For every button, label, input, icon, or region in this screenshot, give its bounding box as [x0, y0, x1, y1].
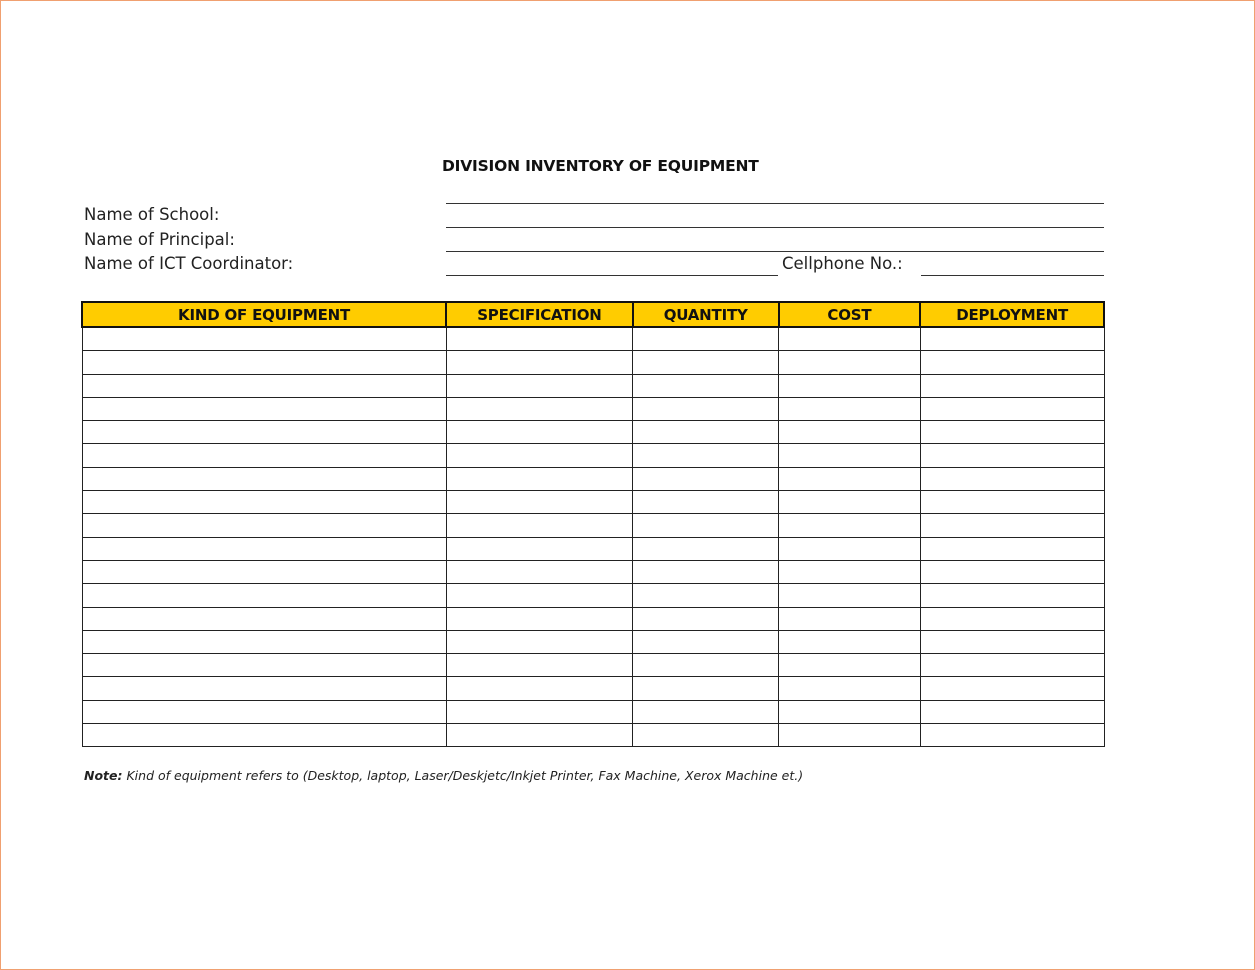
cell-cost[interactable]	[779, 444, 921, 467]
header-top-line	[446, 203, 1104, 204]
table-row	[82, 374, 1104, 397]
cell-deployment[interactable]	[920, 467, 1104, 490]
cell-quantity[interactable]	[633, 584, 779, 607]
cell-specification[interactable]	[446, 467, 633, 490]
cell-kind[interactable]	[82, 351, 446, 374]
cell-cost[interactable]	[779, 607, 921, 630]
cell-deployment[interactable]	[920, 630, 1104, 653]
table-row	[82, 700, 1104, 723]
cell-quantity[interactable]	[633, 700, 779, 723]
cell-deployment[interactable]	[920, 351, 1104, 374]
cell-cost[interactable]	[779, 677, 921, 700]
cell-kind[interactable]	[82, 327, 446, 351]
cell-deployment[interactable]	[920, 560, 1104, 583]
cell-kind[interactable]	[82, 677, 446, 700]
header-deployment: DEPLOYMENT	[920, 302, 1104, 327]
table-row	[82, 560, 1104, 583]
cell-quantity[interactable]	[633, 630, 779, 653]
school-field[interactable]	[446, 227, 1104, 228]
cell-cost[interactable]	[779, 630, 921, 653]
table-row	[82, 444, 1104, 467]
cell-deployment[interactable]	[920, 374, 1104, 397]
cell-kind[interactable]	[82, 584, 446, 607]
cell-deployment[interactable]	[920, 491, 1104, 514]
cell-cost[interactable]	[779, 654, 921, 677]
table-row	[82, 421, 1104, 444]
cell-quantity[interactable]	[633, 607, 779, 630]
cell-specification[interactable]	[446, 654, 633, 677]
cell-specification[interactable]	[446, 327, 633, 351]
header-kind-of-equipment: KIND OF EQUIPMENT	[82, 302, 446, 327]
note-text: Kind of equipment refers to (Desktop, laptop, Laser/Deskjetc/Inkjet Printer, Fax Machine, Xerox Machine et.)	[122, 768, 804, 783]
cell-specification[interactable]	[446, 677, 633, 700]
cell-quantity[interactable]	[633, 560, 779, 583]
cell-deployment[interactable]	[920, 444, 1104, 467]
cell-cost[interactable]	[779, 584, 921, 607]
table-row	[82, 537, 1104, 560]
cell-specification[interactable]	[446, 700, 633, 723]
cell-specification[interactable]	[446, 584, 633, 607]
cell-quantity[interactable]	[633, 724, 779, 747]
cell-specification[interactable]	[446, 491, 633, 514]
page-title: DIVISION INVENTORY OF EQUIPMENT	[442, 157, 759, 175]
table-row	[82, 607, 1104, 630]
table-row	[82, 654, 1104, 677]
cell-specification[interactable]	[446, 421, 633, 444]
cell-deployment[interactable]	[920, 397, 1104, 420]
ict-coordinator-field[interactable]	[446, 275, 778, 276]
school-label: Name of School:	[84, 205, 220, 224]
cell-specification[interactable]	[446, 374, 633, 397]
header-specification: SPECIFICATION	[446, 302, 633, 327]
cell-quantity[interactable]	[633, 467, 779, 490]
ict-coordinator-label: Name of ICT Coordinator:	[84, 254, 294, 273]
cell-deployment[interactable]	[920, 514, 1104, 537]
cell-cost[interactable]	[779, 700, 921, 723]
cell-deployment[interactable]	[920, 700, 1104, 723]
cell-kind[interactable]	[82, 397, 446, 420]
inventory-table	[81, 301, 1105, 747]
cell-cost[interactable]	[779, 421, 921, 444]
cell-cost[interactable]	[779, 467, 921, 490]
table-row	[82, 351, 1104, 374]
table-row	[82, 677, 1104, 700]
cell-kind[interactable]	[82, 444, 446, 467]
table-row	[82, 630, 1104, 653]
cell-deployment[interactable]	[920, 537, 1104, 560]
cell-specification[interactable]	[446, 444, 633, 467]
cell-specification[interactable]	[446, 514, 633, 537]
cell-kind[interactable]	[82, 700, 446, 723]
cell-deployment[interactable]	[920, 327, 1104, 351]
cell-cost[interactable]	[779, 351, 921, 374]
footnote	[84, 768, 803, 783]
cell-kind[interactable]	[82, 421, 446, 444]
table-row	[82, 397, 1104, 420]
cell-quantity[interactable]	[633, 327, 779, 351]
cell-deployment[interactable]	[920, 421, 1104, 444]
cell-quantity[interactable]	[633, 537, 779, 560]
cell-quantity[interactable]	[633, 491, 779, 514]
cell-cost[interactable]	[779, 327, 921, 351]
table-row	[82, 724, 1104, 747]
cell-specification[interactable]	[446, 351, 633, 374]
table-header-row	[82, 302, 1104, 327]
cell-deployment[interactable]	[920, 654, 1104, 677]
cell-quantity[interactable]	[633, 374, 779, 397]
cell-kind[interactable]	[82, 374, 446, 397]
cell-quantity[interactable]	[633, 654, 779, 677]
cell-kind[interactable]	[82, 467, 446, 490]
cell-kind[interactable]	[82, 630, 446, 653]
note-prefix: Note:	[84, 768, 123, 783]
table-row	[82, 327, 1104, 351]
cell-kind[interactable]	[82, 560, 446, 583]
cell-cost[interactable]	[779, 491, 921, 514]
table-row	[82, 467, 1104, 490]
principal-label: Name of Principal:	[84, 230, 235, 249]
cell-kind[interactable]	[82, 491, 446, 514]
cell-deployment[interactable]	[920, 607, 1104, 630]
cell-kind[interactable]	[82, 607, 446, 630]
cell-specification[interactable]	[446, 397, 633, 420]
table-row	[82, 584, 1104, 607]
cell-specification[interactable]	[446, 560, 633, 583]
cell-deployment[interactable]	[920, 584, 1104, 607]
cell-cost[interactable]	[779, 374, 921, 397]
cell-cost[interactable]	[779, 397, 921, 420]
cell-quantity[interactable]	[633, 514, 779, 537]
cell-kind[interactable]	[82, 654, 446, 677]
cell-specification[interactable]	[446, 724, 633, 747]
table-row	[82, 491, 1104, 514]
cell-cost[interactable]	[779, 537, 921, 560]
cell-specification[interactable]	[446, 607, 633, 630]
cell-cost[interactable]	[779, 514, 921, 537]
header-cost: COST	[779, 302, 921, 327]
cell-quantity[interactable]	[633, 421, 779, 444]
cell-deployment[interactable]	[920, 724, 1104, 747]
cell-kind[interactable]	[82, 514, 446, 537]
cell-quantity[interactable]	[633, 677, 779, 700]
cell-specification[interactable]	[446, 537, 633, 560]
cell-quantity[interactable]	[633, 397, 779, 420]
cell-quantity[interactable]	[633, 444, 779, 467]
header-quantity: QUANTITY	[633, 302, 779, 327]
cell-specification[interactable]	[446, 630, 633, 653]
cell-kind[interactable]	[82, 724, 446, 747]
cell-deployment[interactable]	[920, 677, 1104, 700]
cellphone-label: Cellphone No.:	[782, 254, 903, 273]
cell-kind[interactable]	[82, 537, 446, 560]
cell-cost[interactable]	[779, 560, 921, 583]
table-row	[82, 514, 1104, 537]
cell-cost[interactable]	[779, 724, 921, 747]
cell-quantity[interactable]	[633, 351, 779, 374]
principal-field[interactable]	[446, 251, 1104, 252]
cellphone-field[interactable]	[921, 275, 1104, 276]
